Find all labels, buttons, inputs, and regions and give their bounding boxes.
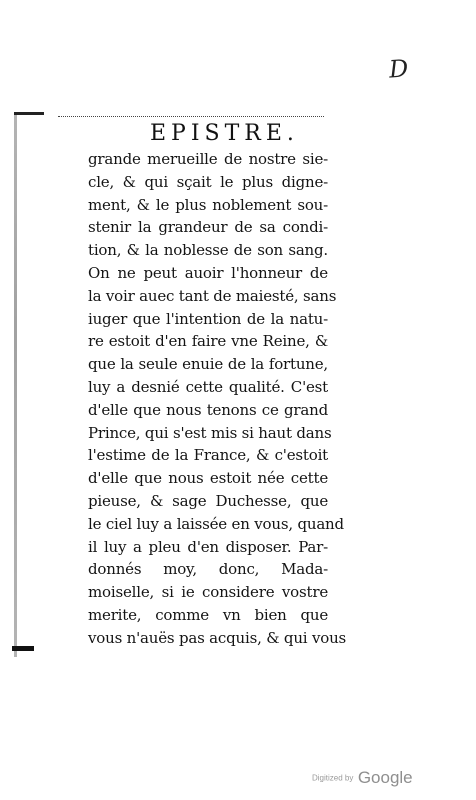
text-line: merite, comme vn bien que: [88, 605, 328, 624]
text-line: cle, & qui sçait le plus digne-: [88, 172, 328, 191]
text-line: ment, & le plus noblement sou-: [88, 195, 328, 214]
text-line: pieuse, & sage Duchesse, que: [88, 491, 328, 510]
google-logo: Google: [357, 768, 413, 787]
text-block: [88, 148, 347, 650]
text-line: re estoit d'en faire vne Reine, &: [88, 332, 328, 351]
text-line: d'elle que nous estoit née cette: [88, 469, 328, 488]
edge-mark-top: [14, 112, 44, 115]
text-line: il luy a pleu d'en disposer. Par-: [88, 537, 328, 556]
handwritten-page-mark: D: [388, 54, 410, 84]
digitized-watermark: [312, 768, 413, 788]
text-line: vous n'auës pas acquis, & qui vous: [88, 628, 347, 647]
scan-edge: [14, 112, 17, 657]
text-line: grande merueille de nostre sie-: [88, 150, 328, 168]
text-line: On ne peut auoir l'honneur de: [88, 263, 328, 282]
text-line: d'elle que nous tenons ce grand: [88, 400, 328, 419]
text-line: l'estime de la France, & c'estoit: [88, 446, 328, 465]
text-line: que la seule enuie de la fortune,: [88, 355, 328, 374]
text-line: iuger que l'intention de la natu-: [88, 309, 328, 328]
text-line: tion, & la noblesse de son sang.: [88, 241, 328, 260]
text-line: donnés moy, donc, Mada-: [88, 560, 328, 579]
text-line: luy a desnié cette qualité. C'est: [88, 377, 328, 396]
text-line: Prince, qui s'est mis si haut dans: [88, 423, 332, 442]
watermark-prefix: Digitized by: [312, 773, 354, 783]
top-rule: [58, 116, 324, 117]
text-line: stenir la grandeur de sa condi-: [88, 218, 328, 237]
edge-mark-bottom: [12, 646, 34, 651]
text-line: la voir auec tant de maiesté, sans: [88, 286, 337, 305]
text-line: moiselle, si ie considere vostre: [88, 583, 328, 602]
text-line: le ciel luy a laissée en vous, quand: [88, 514, 344, 533]
running-head: EPISTRE.: [150, 121, 299, 146]
